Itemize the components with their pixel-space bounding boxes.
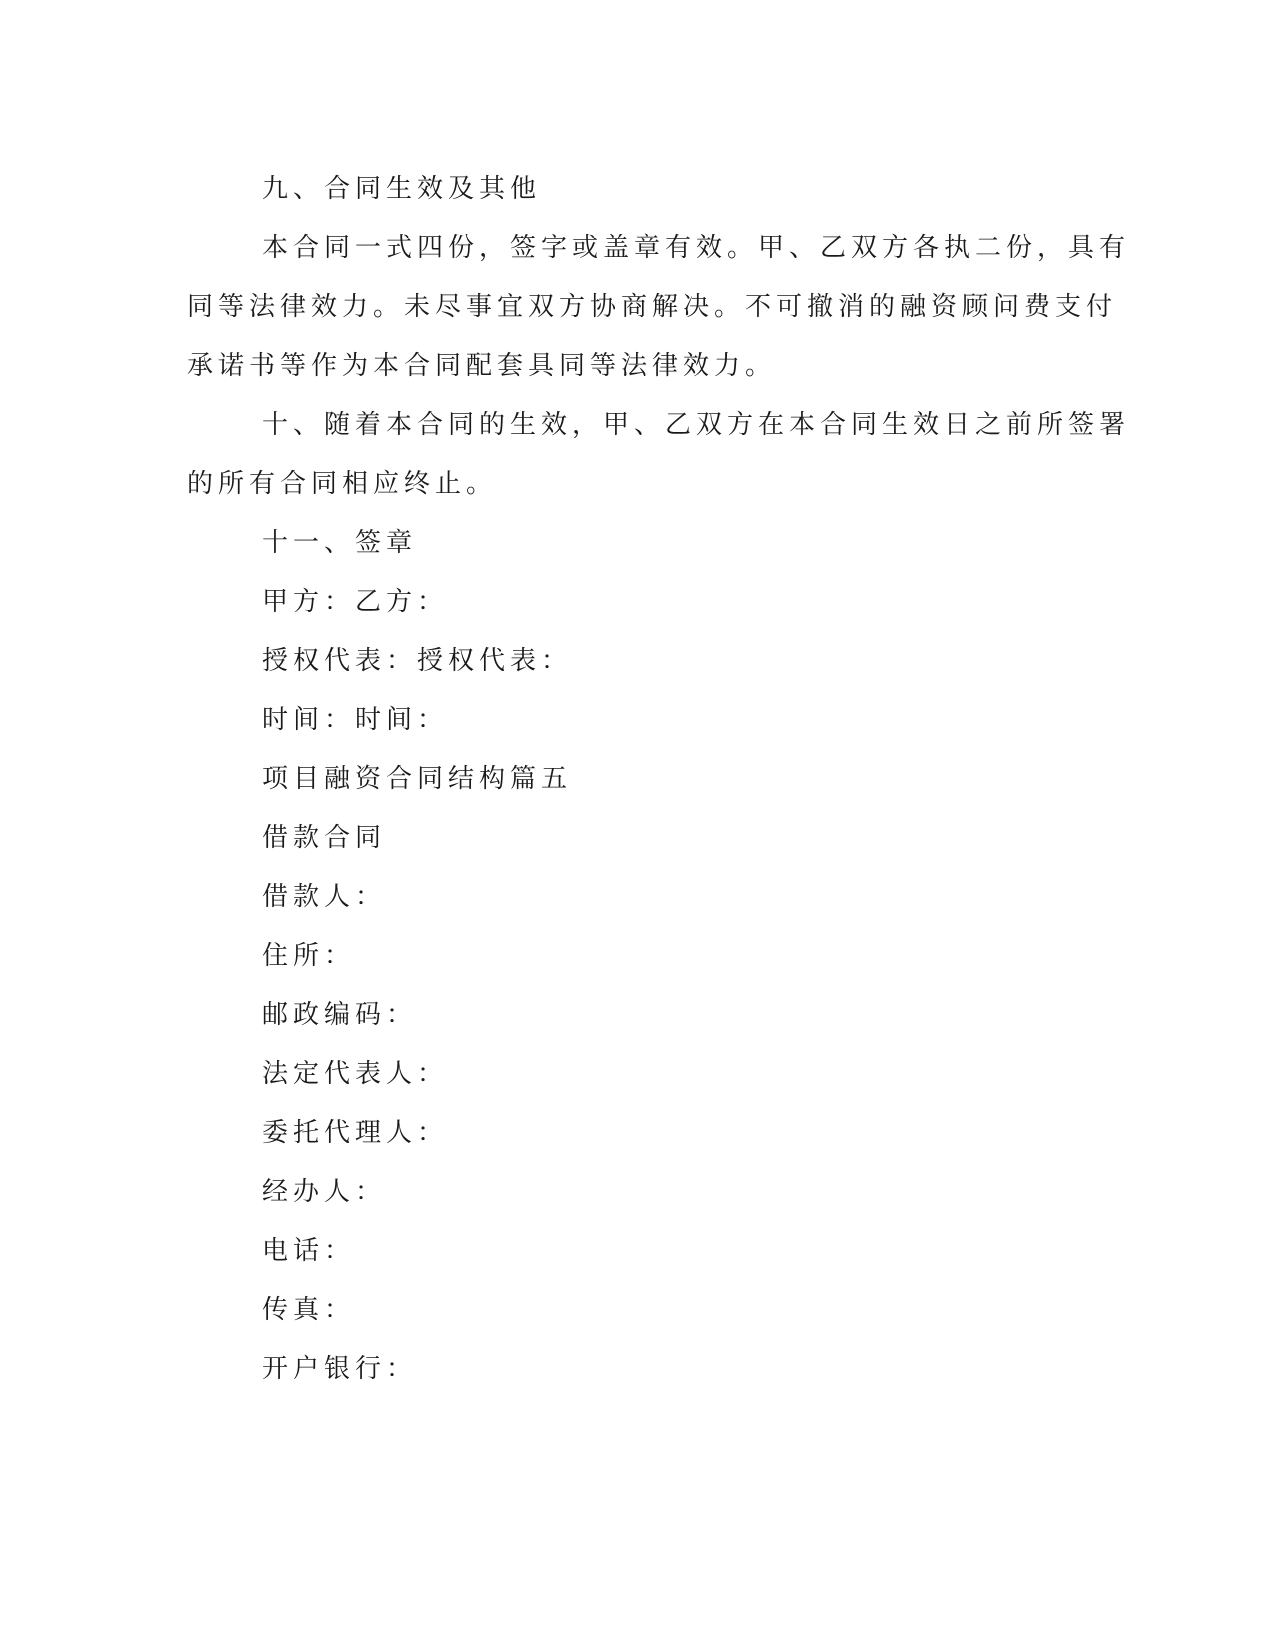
section-9-paragraph-line-2: 同等法律效力。未尽事宜双方协商解决。不可撤消的融资顾问费支付 (187, 292, 1118, 322)
address-field: 住所： (262, 941, 356, 971)
time-line: 时间：时间： (262, 705, 449, 735)
parties-line: 甲方：乙方： (262, 587, 449, 617)
postal-code-field: 邮政编码： (262, 1000, 418, 1030)
section-11-heading: 十一、签章 (262, 528, 418, 558)
fax-field: 传真： (262, 1295, 356, 1325)
phone-field: 电话： (262, 1236, 356, 1266)
legal-representative-field: 法定代表人： (262, 1059, 449, 1089)
section-10-line-2: 的所有合同相应终止。 (187, 469, 498, 499)
section-9-paragraph-line-3: 承诺书等作为本合同配套具同等法律效力。 (187, 351, 777, 381)
section-10-line-1: 十、随着本合同的生效，甲、乙双方在本合同生效日之前所签署 (262, 410, 1131, 440)
chapter-title: 项目融资合同结构篇五 (262, 764, 573, 794)
bank-field: 开户银行： (262, 1354, 418, 1384)
borrower-field: 借款人： (262, 882, 387, 912)
representatives-line: 授权代表：授权代表： (262, 646, 573, 676)
agent-field: 委托代理人： (262, 1118, 449, 1148)
handler-field: 经办人： (262, 1177, 387, 1207)
section-9-heading: 九、合同生效及其他 (262, 174, 542, 204)
loan-contract-title: 借款合同 (262, 823, 387, 853)
section-9-paragraph-line-1: 本合同一式四份，签字或盖章有效。甲、乙双方各执二份，具有 (262, 233, 1131, 263)
